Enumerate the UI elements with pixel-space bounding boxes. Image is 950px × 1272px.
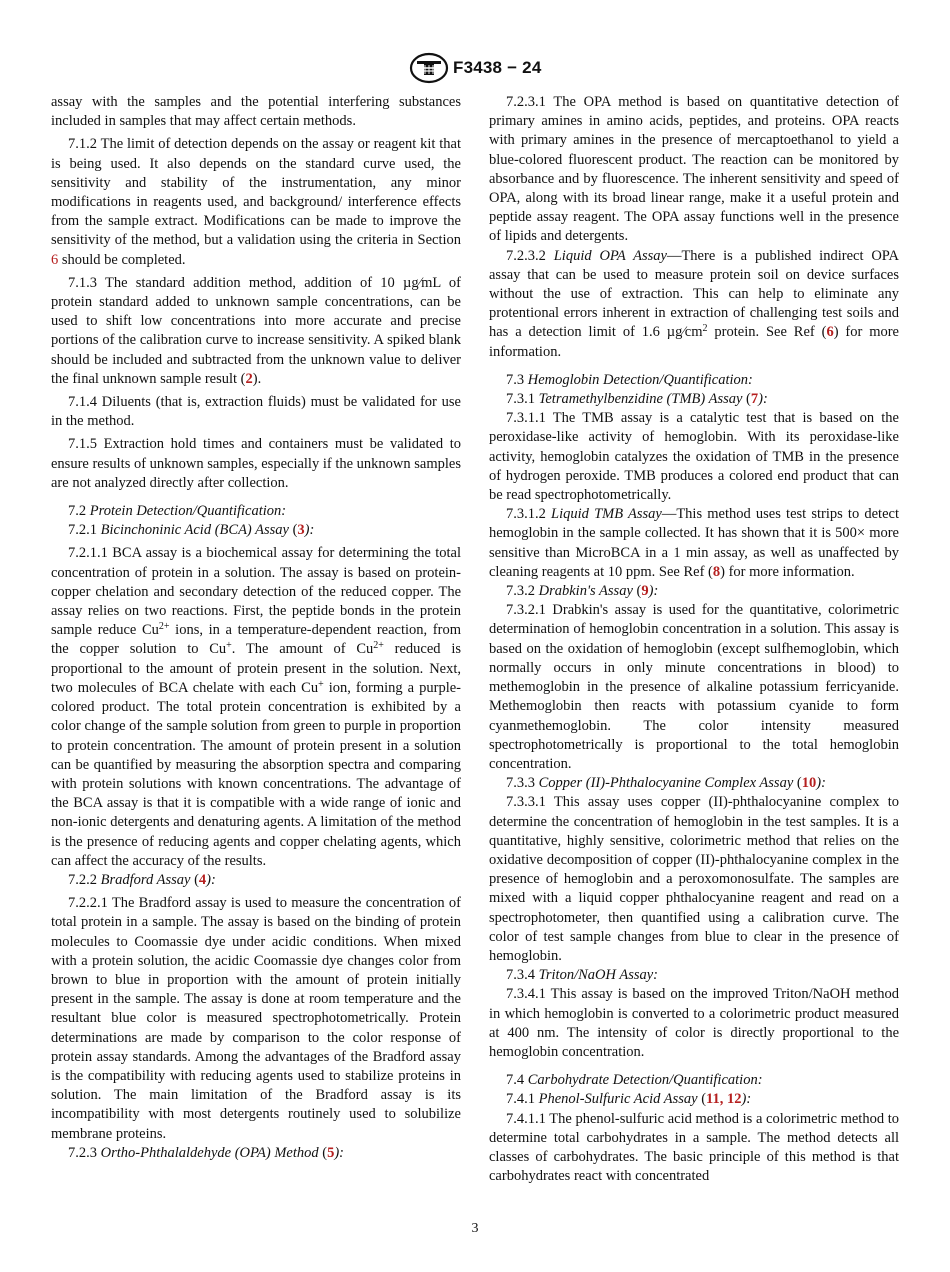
heading-7-3-3: 7.3.3 Copper (II)-Phthalocyanine Complex Assay (10): [506, 775, 826, 792]
paragraph-7-2-3-1: 7.2.3.1 The OPA method is based on quantitative detection of primary amines in amino acids, peptides, and proteins. OPA reacts with primary amines in the presence of mercaptoethanol to yield a blue-colored fluorescent product. The reaction can be monitored by absorbance and by fluorescence. The inherent sensitivity and speed of OPA, along with its broad linear range, make it a useful protein and peptide assay reagent. The OPA assay functions well in the presence of lipids and detergents. [489, 94, 899, 245]
page-header [0, 52, 950, 86]
paragraph-7-3-1-2: 7.3.1.2 Liquid TMB Assay—This method uses test strips to detect hemoglobin in the sample collected. It has shown that it is 500× more sensitive than MicroBCA in a 1 min assay, as well as unaffected by cleaning reagents at 10 ppm. See Ref (8) for more information. [489, 506, 899, 580]
reference-link[interactable]: 10 [801, 775, 817, 792]
paragraph-7-2-3-2: 7.2.3.2 Liquid OPA Assay—There is a published indirect OPA assay that can be used to measure protein soil on device surfaces without the use of extraction. This can help to eliminate any protentional errors inherent in extraction of challenging test soils and has a detection limit of 1.6 $\mu g⁄cm^2$ protein. See Ref (6) for more information. [489, 247, 900, 360]
heading-7-2-1: 7.2.1 Bicinchoninic Acid (BCA) Assay (3): [68, 522, 315, 539]
paragraph-7-2-1-1: 7.2.1.1 BCA assay is a biochemical assay for determining the total concentration of protein in a solution. The assay is based on protein-copper chelation and secondary detection of the reduced copper. The assay relies on two reactions. First, the peptide bonds in the protein sample reduce $Cu^{2+}$ ions, in a temperature-dependent reaction, from the copper solution to Cu+. The amount of $Cu^{2+}$ reduced is proportional to the amount of protein present in the solution. Next, two molecules of BCA chelate with each Cu+ ion, forming a purple-colored product. The total protein concentration is exhibited by a color change of the sample solution from green to purple in proportion to protein concentration. The amount of protein present in a solution can be quantified by measuring the absorption spectra and comparing with protein solutions with known concentrations. The advantage of the BCA assay is that it is compatible with a wide range of ionic and non-ionic detergents and denaturing agents. A limitation of the method is the presence of reducing agents and copper chelating agents, which can affect the accuracy of the results. [51, 545, 461, 869]
paragraph-7-3-2-1: 7.3.2.1 Drabkin's assay is used for the quantitative, colorimetric determination of hemoglobin concentration in a solution. This assay is based on the oxidation of hemoglobin (except sulfhemoglobin, which normally occurs in only minute concentrations in blood) to methemoglobin in the presence of alkaline potassium ferricyanide. Methemoglobin then reacts with potassium cyanide to form cyanmethemoglobin. The color intensity measured spectrophotometrically is proportional to the total hemoglobin concentration. [489, 602, 899, 772]
heading-7-3-4: 7.3.4 Triton/NaOH Assay: [506, 967, 659, 984]
paragraph-7-2-2-1: 7.2.2.1 The Bradford assay is used to measure the concentration of total protein in a sample. The assay is based on the binding of protein molecules to Coomassie dye under acidic conditions. When mixed with a protein solution, the acidic Coomassie dye changes color from brown to blue in proportion with the amount of protein initially present in the sample. The assay is done at room temperature and the resultant blue color is measured spectrophotometrically. Protein determinations are made by comparison to the color response of protein assay standards. Among the advantages of the Bradford assay is the compatibility with reducing agents used to stabilize proteins in solution. The main limitation of the Bradford assay is its incompatibility with most detergents routinely used to solubilize membrane proteins. [51, 895, 461, 1142]
paragraph-7-3-3-1: 7.3.3.1 This assay uses copper (II)-phthalocyanine complex to determine the concentration of hemoglobin in the test samples. It is a quantitative, highly sensitive, colorimetric method that relies on the oxidative decomposition of copper (II)-phthalocyanine complex in the presence of hemoglobin and a peroxomonosulfate. The samples are mixed with a liquid copper phthalocyanine reagent and read on a spectrophotometer, then quantified using a calibration curve. The color of test sample changes from blue to clear in the presence of hemoglobin. [489, 794, 899, 964]
document-id: F3438 − 24 [453, 58, 542, 77]
reference-link[interactable]: 6 [826, 324, 834, 341]
paragraph-7-4-1-1: 7.4.1.1 The phenol-sulfuric acid method is a colorimetric method to determine total carbohydrates in a sample. The method detects all classes of carbohydrates. The basic principle of this method is that carbohydrates react with concentrated [489, 1110, 899, 1185]
reference-link[interactable]: 11, 12 [706, 1091, 742, 1108]
paragraph-7-1-5: 7.1.5 Extraction hold times and containers must be validated to ensure results of unknown samples, especially if the unknown samples are not analyzed directly after collection. [51, 436, 461, 491]
section-link[interactable]: 6 [51, 251, 59, 268]
right-column [489, 93, 899, 1186]
paragraph-7-3-4-1: 7.3.4.1 This assay is based on the improved Triton/NaOH method in which hemoglobin is converted to a colorimetric product measured at 400 nm. The intensity of color is directly proportional to the hemoglobin concentration. [489, 986, 899, 1060]
paragraph-7-1-4: 7.1.4 Diluents (that is, extraction fluids) must be validated for use in the method. [51, 394, 461, 430]
reference-link[interactable]: 4 [198, 871, 207, 888]
reference-link[interactable]: 5 [327, 1144, 335, 1161]
heading-7-4: 7.4 Carbohydrate Detection/Quantification: [506, 1072, 763, 1089]
reference-link[interactable]: 8 [712, 563, 721, 580]
paragraph-continued: assay with the samples and the potential interfering substances included in samples that may affect certain methods. [51, 94, 461, 130]
astm-logo-icon [408, 52, 450, 84]
heading-7-3-2: 7.3.2 Drabkin's Assay (9): [506, 583, 659, 600]
heading-7-2-2: 7.2.2 Bradford Assay (4): [68, 871, 216, 888]
paragraph-7-1-3: 7.1.3 The standard addition method, addition of 10 µg⁄mL of protein standard added to unknown sample concentrations, can be used to shift low concentrations into more accurate and precise portions of the calibration curve to increase sensitivity. A spiked blank should be included and subtracted from the unknown value to deliver the final unknown sample result (2). [51, 274, 461, 387]
paragraph-7-3-1-1: 7.3.1.1 The TMB assay is a catalytic test that is based on the peroxidase-like activity of hemoglobin. With its peroxidase-like activity, hemoglobin catalyzes the oxidation of TMB in the presence of hydrogen peroxide. TMB produces a colored end product that can be read spectrophotometrically. [489, 410, 899, 504]
heading-7-2-3: 7.2.3 Ortho-Phthalaldehyde (OPA) Method (5): [68, 1144, 345, 1161]
reference-link[interactable]: 3 [297, 522, 305, 539]
reference-link[interactable]: 7 [750, 391, 759, 408]
page-number: 3 [471, 1221, 479, 1236]
heading-7-2: 7.2 Protein Detection/Quantification: [68, 503, 287, 520]
reference-link[interactable]: 9 [641, 583, 649, 600]
left-column [51, 93, 461, 1163]
heading-7-3: 7.3 Hemoglobin Detection/Quantification: [506, 371, 753, 388]
heading-7-4-1: 7.4.1 Phenol-Sulfuric Acid Assay (11, 12): [506, 1091, 752, 1108]
reference-link[interactable]: 2 [245, 370, 253, 387]
paragraph-7-1-2: 7.1.2 The limit of detection depends on the assay or reagent kit that is being used. It also depends on the standard curve used, the sensitivity and stability of the instrumentation, any minor modifications in reagents used, and background/ interference effects from the sample extract. Modifications can be made to improve the sensitivity of the method, but a validation using the criteria in Section 6 should be completed. [51, 136, 461, 268]
heading-7-3-1: 7.3.1 Tetramethylbenzidine (TMB) Assay (7): [506, 391, 768, 408]
